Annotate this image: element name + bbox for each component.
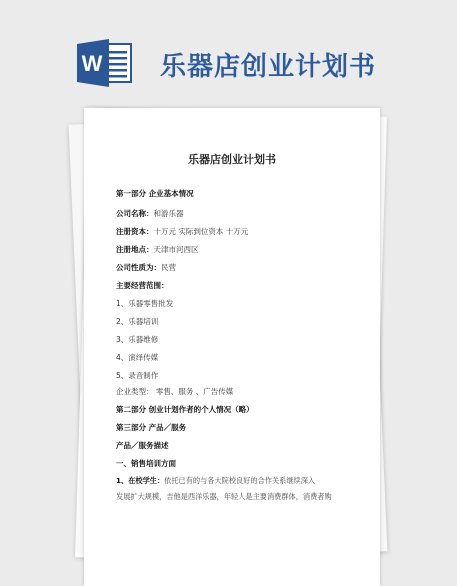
student-text: 依托已有的与各大院校良好的合作关系继续深入 bbox=[164, 476, 316, 485]
company-name-row bbox=[116, 208, 184, 219]
product-desc-heading: 产品／服务描述 bbox=[116, 441, 169, 450]
word-logo-icon bbox=[77, 38, 133, 88]
training-heading: 一、销售培训方面 bbox=[116, 459, 176, 468]
nature-value: 民营 bbox=[161, 263, 176, 272]
scope-item: 4、演绎传媒 bbox=[116, 353, 159, 362]
document-title: 乐器店创业计划书 bbox=[188, 153, 276, 166]
scope-item: 5、录音制作 bbox=[116, 371, 159, 380]
scope-heading: 主要经营范围： bbox=[116, 281, 169, 290]
student-paragraph-line bbox=[116, 476, 315, 486]
company-name-value: 和游乐器 bbox=[153, 209, 184, 218]
section2-heading: 第二部分 创业计划作者的个人情况（略） bbox=[116, 405, 254, 414]
nature-row bbox=[116, 262, 176, 273]
word-logo-letter: W bbox=[81, 51, 103, 76]
section3-heading: 第三部分 产品／服务 bbox=[116, 423, 187, 432]
company-name-label: 公司名称： bbox=[116, 209, 154, 218]
scope-item: 1、乐器零售批发 bbox=[116, 299, 174, 308]
address-row bbox=[116, 244, 199, 255]
nature-label: 公司性质为： bbox=[116, 263, 161, 272]
section1-heading: 第一部分 企业基本情况 bbox=[116, 189, 194, 198]
document-page bbox=[84, 108, 380, 586]
capital-label: 注册资本： bbox=[116, 227, 154, 236]
capital-value: 十万元 实际到位资本 十万元 bbox=[153, 227, 249, 236]
header bbox=[0, 0, 457, 110]
scope-item: 2、乐器培训 bbox=[116, 317, 159, 326]
capital-row bbox=[116, 226, 248, 237]
address-value: 天津市河西区 bbox=[153, 245, 199, 254]
student-label: 1、在校学生： bbox=[116, 476, 165, 485]
scope-item: 3、乐器维修 bbox=[116, 335, 159, 344]
company-type: 企业类型： 零售、服务 、广告传媒 bbox=[116, 387, 234, 396]
student-paragraph-line: 发展扩大规模，吉他是西洋乐器，年轻人是主要消费群体，消费者购 bbox=[116, 492, 332, 501]
page-title: 乐器店创业计划书 bbox=[160, 52, 377, 82]
address-label: 注册地点： bbox=[116, 245, 154, 254]
